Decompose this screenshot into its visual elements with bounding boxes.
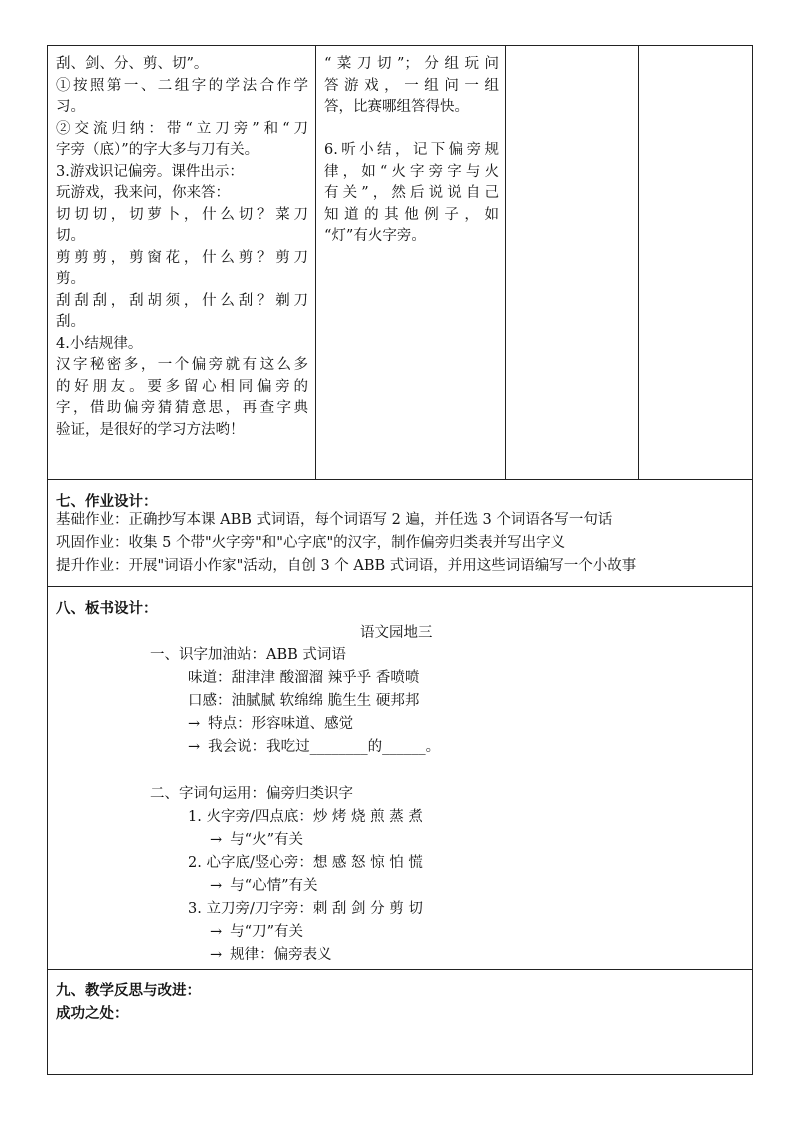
relation-text: 与“心情”有关 (230, 878, 318, 894)
arrow-icon: → (210, 924, 223, 940)
text-line: 刮、剑、分、剪、切”。 (56, 56, 209, 72)
row-divider-board (48, 586, 752, 587)
board-taste-words: 味道：甜津津 酸溜溜 辣乎乎 香喷喷 (188, 670, 420, 686)
text-line: 习。 (56, 99, 85, 115)
text-line: 知道的其他例子，如 (324, 206, 499, 223)
text-line: 切切切，切萝卜，什么切？菜刀 (56, 206, 308, 223)
homework-title: 七、作业设计： (56, 493, 158, 510)
text-line (324, 119, 499, 141)
arrow-icon: → (210, 832, 223, 848)
text-line: 有关”，然后说说自己 (324, 185, 499, 201)
board-heading: 语文园地三 (360, 625, 433, 641)
rule-text: 规律：偏旁表义 (230, 947, 332, 963)
column-divider-2 (505, 46, 506, 479)
text-line: 剪剪剪，剪窗花，什么剪？剪刀 (56, 249, 308, 266)
text-line: ①按照第一、二组字的学法合作学 (56, 77, 308, 94)
text-line: 玩游戏，我来问，你来答： (56, 185, 230, 201)
text-line: 刮。 (56, 314, 85, 330)
text-line: ②交流归纳：带“立刀旁”和“刀 (56, 120, 308, 137)
text-line: 字旁（底）”的字大多与刀有关。 (56, 142, 260, 158)
relation-text: 与“刀”有关 (230, 924, 303, 940)
text-line: 汉字秘密多，一个偏旁就有这么多 (56, 357, 308, 373)
board-item-fire-relation (210, 828, 303, 849)
text-line: 律，如“火字旁字与火 (324, 163, 499, 180)
text-line: 答，比赛哪组答得快。 (324, 99, 469, 115)
row-divider-homework (48, 479, 752, 480)
board-item-knife-relation (210, 920, 303, 941)
homework-basic: 基础作业：正确抄写本课 ABB 式词语，每个词语写 2 遍，并任选 3 个词语各写一句话 (56, 512, 613, 528)
relation-text: 与“火”有关 (230, 832, 303, 848)
text-line: 剪。 (56, 271, 85, 287)
reflection-success-label: 成功之处： (56, 1005, 129, 1022)
arrow-icon: → (210, 878, 223, 894)
board-item-heart: 2. 心字底/竖心旁：想 感 怒 惊 怕 慌 (188, 855, 423, 871)
text-line: 6.听小结，记下偏旁规 (324, 142, 499, 158)
arrow-icon: → (188, 739, 201, 755)
text-line: 答游戏，一组问一组 (324, 77, 499, 94)
arrow-icon: → (188, 716, 201, 732)
board-item-knife: 3. 立刀旁/刀字旁：刺 刮 剑 分 剪 切 (188, 901, 423, 917)
lesson-plan-table (47, 45, 753, 1075)
column-divider-3 (638, 46, 639, 479)
row-divider-reflection (48, 969, 752, 970)
board-part1-title: 一、识字加油站：ABB 式词语 (150, 647, 346, 663)
text-line: 验证，是很好的学习方法哟！ (56, 421, 245, 438)
text-line: 4.小结规律。 (56, 335, 143, 352)
student-activity-cell (324, 54, 499, 248)
text-line: 刮刮刮，刮胡须，什么刮？剃刀 (56, 292, 308, 309)
homework-list (56, 509, 636, 578)
homework-consolidate: 巩固作业：收集 5 个带"火字旁"和"心字底"的汉字，制作偏旁归类表并写出字义 (56, 535, 566, 551)
board-part2-title: 二、字词句运用：偏旁归类识字 (150, 786, 353, 802)
teacher-activity-cell (56, 54, 308, 441)
text-line: 字，借助偏旁猜猜意思，再查字典 (56, 400, 308, 416)
board-texture-words: 口感：油腻腻 软绵绵 脆生生 硬邦邦 (188, 693, 420, 709)
board-say (188, 735, 440, 756)
text-line: “灯”有火字旁。 (324, 228, 426, 244)
say-text: 我会说：我吃过________的______。 (208, 739, 441, 755)
homework-extend: 提升作业：开展"词语小作家"活动，自创 3 个 ABB 式词语，并用这些词语编写一个小故事 (56, 558, 637, 574)
board-title: 八、板书设计： (56, 600, 158, 617)
column-divider-1 (315, 46, 316, 479)
arrow-icon: → (210, 947, 223, 963)
board-rule (210, 943, 332, 964)
text-line: “菜刀切”；分组玩问 (324, 56, 499, 72)
feature-text: 特点：形容味道、感觉 (208, 716, 354, 732)
board-item-heart-relation (210, 874, 317, 895)
reflection-title: 九、教学反思与改进： (56, 982, 201, 999)
text-line: 3.游戏识记偏旁。课件出示： (56, 163, 244, 180)
board-feature (188, 712, 353, 733)
board-item-fire: 1. 火字旁/四点底：炒 烤 烧 煎 蒸 煮 (188, 809, 423, 825)
text-line: 的好朋友。要多留心相同偏旁的 (56, 378, 308, 395)
text-line: 切。 (56, 228, 85, 244)
